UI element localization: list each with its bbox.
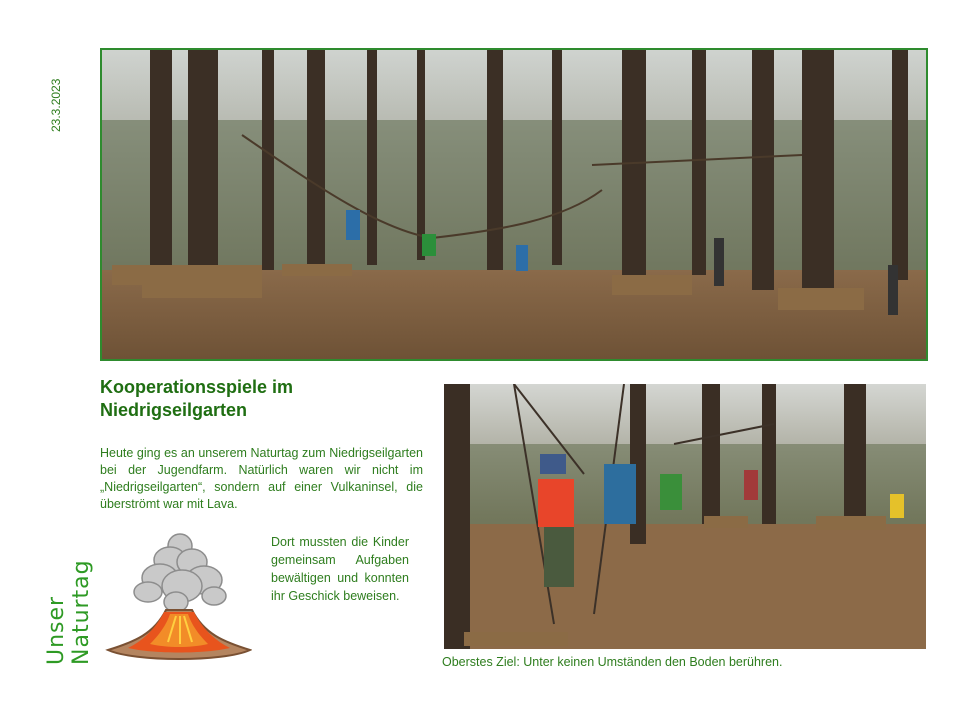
volcano-icon (104, 530, 252, 666)
side-title: Unser Naturtag (44, 559, 94, 665)
date-label: 23.3.2023 (49, 78, 63, 132)
ropes-course-photo-top (100, 48, 928, 361)
intro-paragraph: Heute ging es an unserem Naturtag zum Niedrigseilgarten bei der Jugendfarm. Natürlich waren wir nicht im „Niedrigseilgarten“, sondern auf einer Vulkaninsel, die überströmt war mit Lava. (100, 446, 423, 511)
headline: Kooperationsspiele im Niedrigseilgarten (100, 377, 294, 420)
photo-caption: Oberstes Ziel: Unter keinen Umständen den Boden berühren. (442, 655, 783, 669)
second-paragraph: Dort mussten die Kinder gemeinsam Aufgaben bewältigen und konnten ihr Geschick beweisen. (271, 535, 409, 603)
ropes-course-photo-bottom (444, 384, 926, 649)
